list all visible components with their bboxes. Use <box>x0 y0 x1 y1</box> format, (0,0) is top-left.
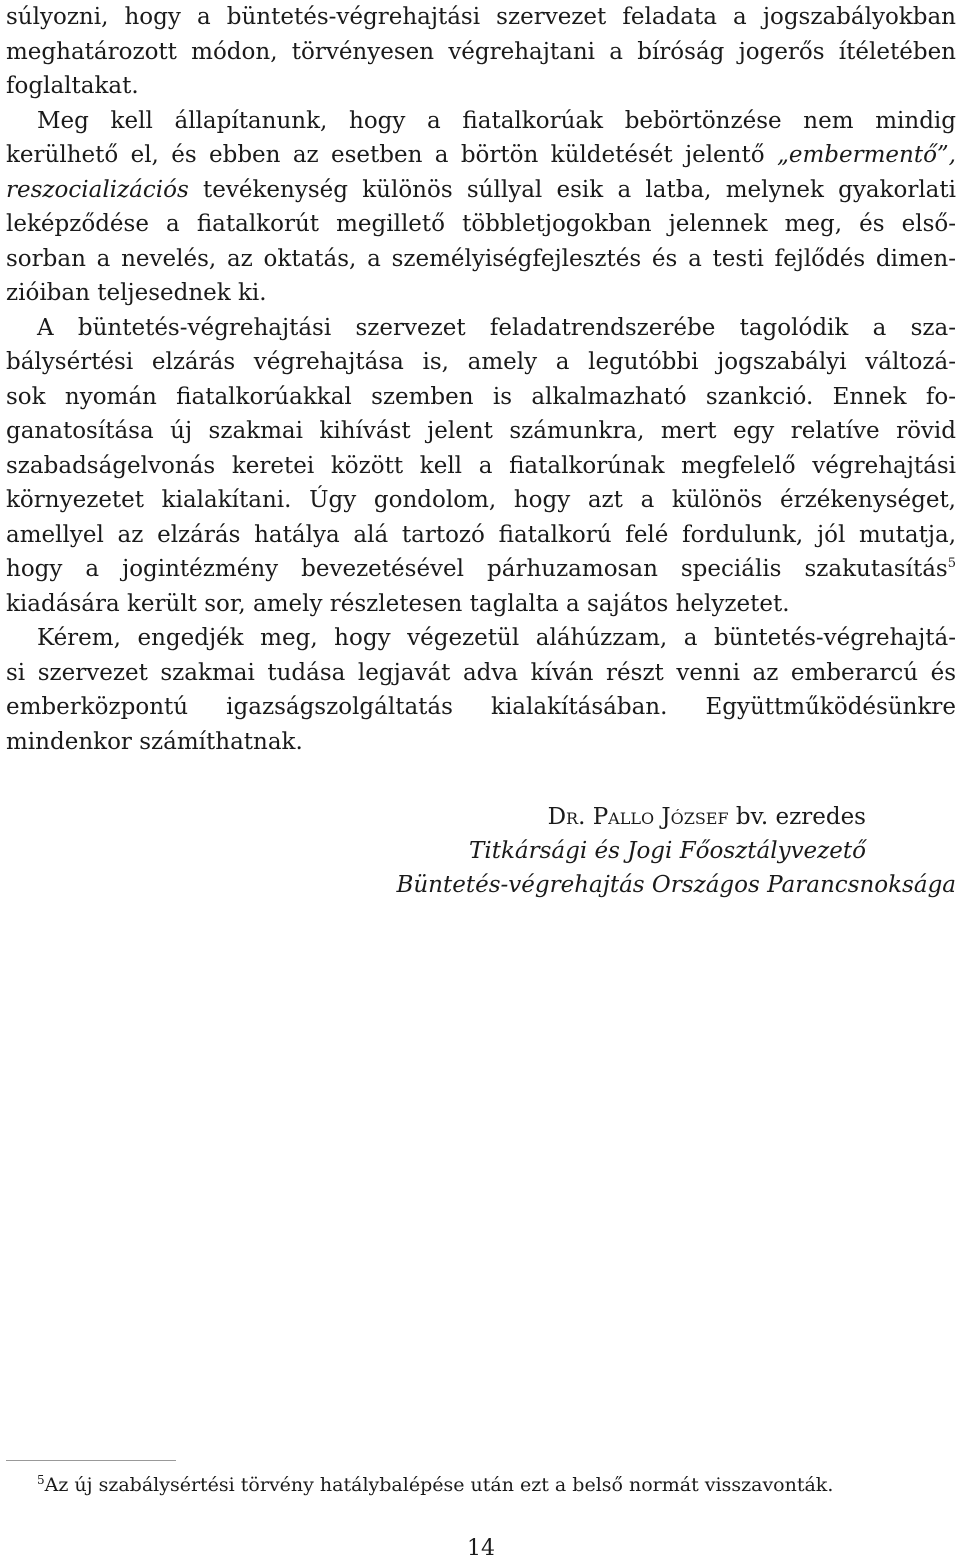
italic-term: reszocializációs <box>6 176 189 203</box>
text-line: sorban a nevelés, az oktatás, a személyiségfejlesztés és a testi fejlődés dimen- <box>6 245 956 272</box>
text-line: szabadságelvonás keretei között kell a fiatalkorúnak megfelelő végrehajtási <box>6 452 956 479</box>
text-line <box>6 138 956 173</box>
signatory-title: Titkársági és Jogi Főosztályvezető <box>469 838 866 864</box>
text-line: környezetet kialakítani. Úgy gondolom, hogy azt a különös érzékenységet, <box>6 487 956 513</box>
signatory-rank: bv. ezredes <box>728 804 866 830</box>
text-segment: tevékenység különös súllyal esik a latba, melynek gyakorlati <box>203 176 956 203</box>
text-line: meghatározott módon, törvényesen végrehajtani a bíróság jogerős ítéletében <box>6 38 956 65</box>
paragraph-3 <box>6 311 956 622</box>
text-segment: kerülhető el, és ebben az esetben a börtön küldetését jelentő <box>6 142 777 168</box>
text-line: bálysértési elzárás végrehajtása is, amely a legutóbbi jogszabályi változá- <box>6 349 956 375</box>
text-line: mindenkor számíthatnak. <box>6 728 303 755</box>
text-line: ganatosítása új szakmai kihívást jelent számunkra, mert egy relatíve rövid <box>6 418 956 444</box>
body-text <box>6 0 956 759</box>
text-line: foglaltakat. <box>6 73 139 99</box>
text-line: kiadására került sor, amely részletesen taglalta a sajátos helyzetet. <box>6 590 790 617</box>
italic-term: „embermentő”, <box>776 142 956 168</box>
paragraph-2 <box>6 104 956 311</box>
footnote-number: 5 <box>37 1473 45 1487</box>
text-line: súlyozni, hogy a büntetés-végrehajtási szervezet feladata a jogszabályokban <box>6 4 956 30</box>
text-line <box>6 552 956 587</box>
text-line: si szervezet szakmai tudása legjavát adva kíván részt venni az emberarcú és <box>6 659 956 686</box>
footnote <box>37 1472 833 1498</box>
text-segment: hogy a jogintézmény bevezetésével párhuzamosan speciális szakutasítás <box>6 556 948 582</box>
footnote-reference[interactable]: 5 <box>947 556 956 571</box>
signature-block <box>6 800 956 902</box>
document-page <box>6 0 956 1564</box>
paragraph-1 <box>6 0 956 104</box>
text-line: sok nyomán fiatalkorúakkal szemben is alkalmazható szankció. Ennek fo- <box>6 383 956 410</box>
text-line: zióiban teljesednek ki. <box>6 280 267 306</box>
signatory-name: Dr. Pallo József <box>547 804 729 830</box>
footnote-divider <box>6 1460 176 1461</box>
signatory-organization: Büntetés-végrehajtás Országos Parancsnoksága <box>396 872 956 898</box>
text-line: Kérem, engedjék meg, hogy végezetül aláhúzzam, a büntetés-végrehajtá- <box>37 625 956 651</box>
signature-name-line <box>6 800 956 834</box>
paragraph-4 <box>6 621 956 759</box>
text-line <box>6 173 956 208</box>
page-number: 14 <box>467 1536 495 1561</box>
text-line: emberközpontú igazságszolgáltatás kialakításában. Együttműködésünkre <box>6 694 956 720</box>
text-line: Meg kell állapítanunk, hogy a fiatalkorúak bebörtönzése nem mindig <box>37 107 956 134</box>
text-line: A büntetés-végrehajtási szervezet feladatrendszerébe tagolódik a sza- <box>37 314 956 341</box>
text-line: leképződése a fiatalkorút megillető többletjogokban jelennek meg, és első- <box>6 211 956 237</box>
text-line: amellyel az elzárás hatálya alá tartozó fiatalkorú felé fordulunk, jól mutatja, <box>6 521 956 548</box>
footnote-text: Az új szabálysértési törvény hatálybalépése után ezt a belső normát visszavonták. <box>44 1474 834 1496</box>
